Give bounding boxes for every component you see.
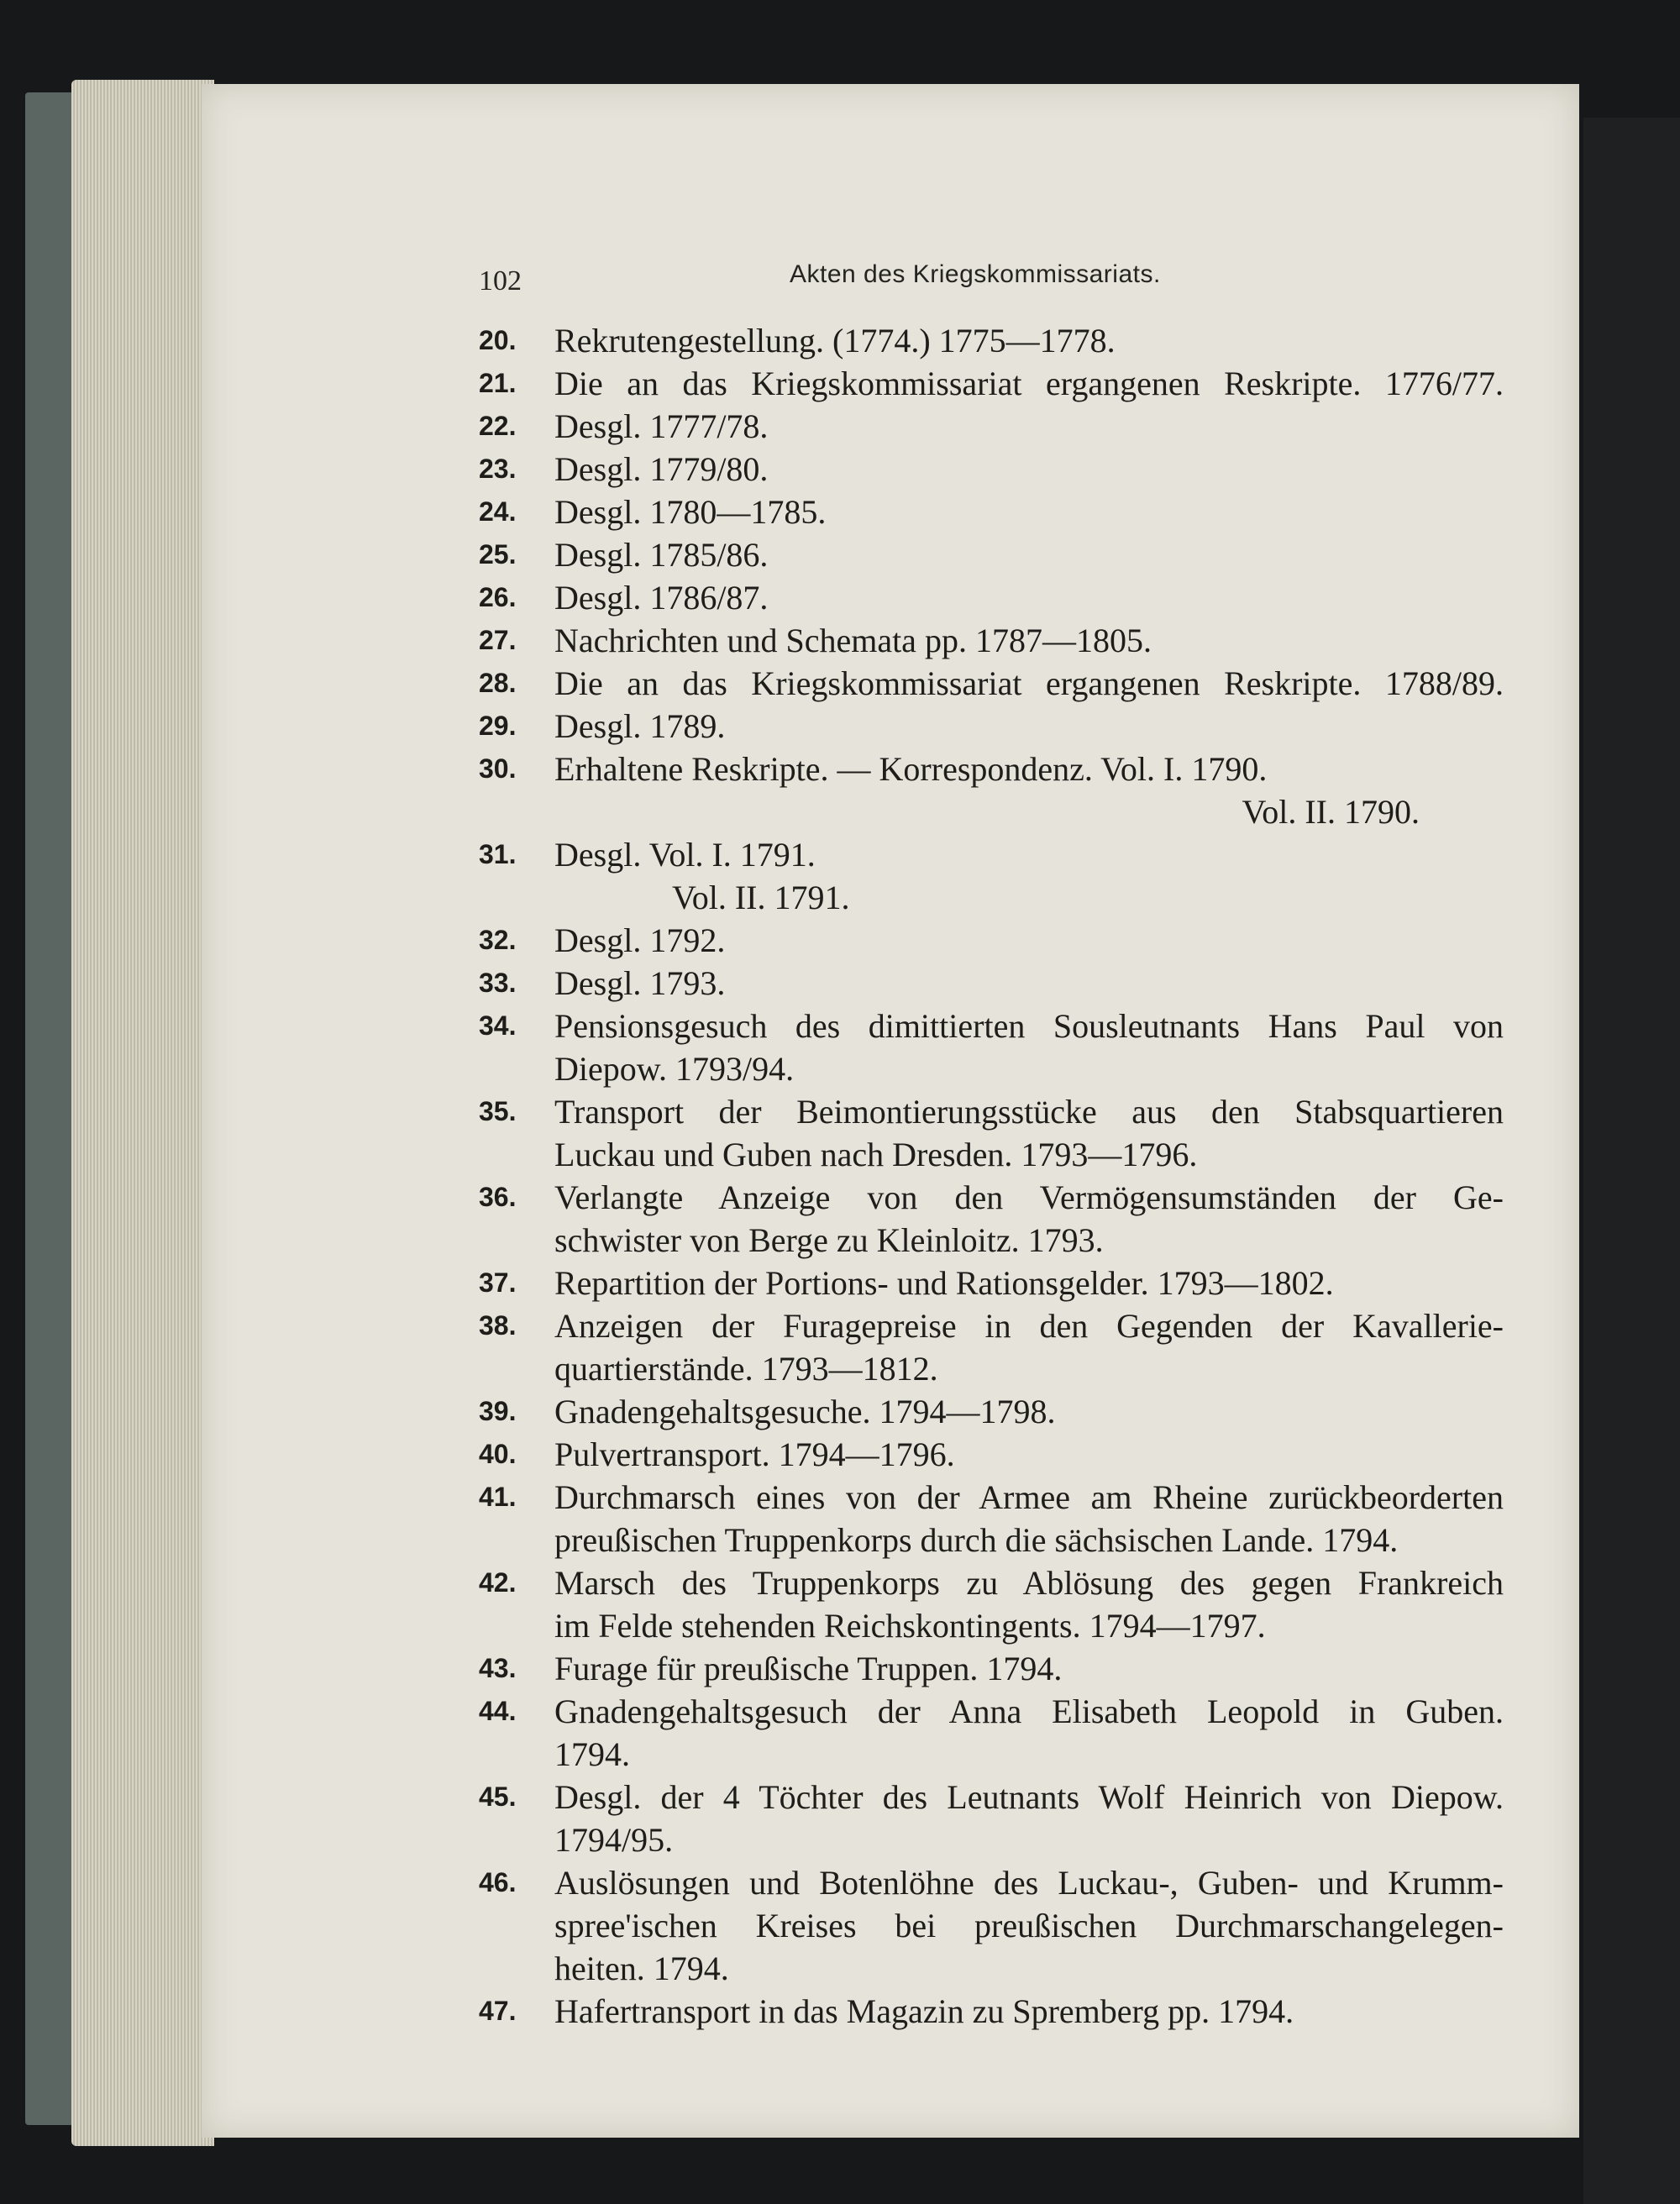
list-item — [479, 705, 1504, 748]
list-item — [479, 833, 1504, 919]
entry-number: 30. — [479, 753, 517, 784]
entry-line: Repartition der Portions- und Rationsgelder. 1793—1802. — [554, 1264, 1334, 1302]
page-header — [479, 260, 1504, 302]
list-item — [479, 1861, 1504, 1990]
list-item — [479, 1304, 1504, 1390]
entry-number: 26. — [479, 582, 517, 612]
entry-line: Desgl. der 4 Töchter des Leutnants Wolf Heinrich von Diepow. — [554, 1778, 1504, 1816]
entry-line: quartierstände. 1793—1812. — [554, 1350, 938, 1388]
list-item — [479, 405, 1504, 448]
entry-number: 43. — [479, 1653, 517, 1683]
entry-line: Vol. II. 1790. — [1242, 793, 1420, 831]
entry-number: 32. — [479, 925, 517, 955]
entry-line: im Felde stehenden Reichskontingents. 1794—1797. — [554, 1607, 1266, 1645]
list-item — [479, 619, 1504, 662]
list-item — [479, 1390, 1504, 1433]
list-item — [479, 1005, 1504, 1090]
entry-number: 25. — [479, 539, 517, 569]
list-item — [479, 662, 1504, 705]
entry-number: 28. — [479, 668, 517, 698]
list-item — [479, 919, 1504, 962]
entry-number: 45. — [479, 1782, 517, 1812]
entry-line: Marsch des Truppenkorps zu Ablösung des gegen Frankreich — [554, 1564, 1504, 1602]
entry-line: Transport der Beimontierungsstücke aus den Stabsquartieren — [554, 1093, 1504, 1131]
list-item — [479, 1433, 1504, 1476]
entry-number: 33. — [479, 968, 517, 998]
entry-line: 1794/95. — [554, 1821, 674, 1859]
entry-line: Gnadengehaltsgesuche. 1794—1798. — [554, 1393, 1056, 1430]
entry-line: Luckau und Guben nach Dresden. 1793—1796. — [554, 1136, 1198, 1173]
list-item — [479, 1090, 1504, 1176]
list-item — [479, 1561, 1504, 1647]
entry-number: 35. — [479, 1096, 517, 1126]
entry-line: heiten. 1794. — [554, 1949, 729, 1987]
entry-number: 39. — [479, 1396, 517, 1426]
running-title: Akten des Kriegskommissariats. — [790, 260, 1161, 288]
entry-line: Die an das Kriegskommissariat ergangenen Reskripte. 1776/77. — [554, 365, 1504, 402]
entry-number: 29. — [479, 711, 517, 741]
entry-number: 24. — [479, 496, 517, 527]
entry-line: 1794. — [554, 1735, 630, 1773]
entry-list — [479, 319, 1504, 2033]
entry-number: 38. — [479, 1310, 517, 1341]
list-item — [479, 1990, 1504, 2033]
entry-line: spree'ischen Kreises bei preußischen Durchmarschangelegen- — [554, 1907, 1504, 1944]
entry-line: schwister von Berge zu Kleinloitz. 1793. — [554, 1221, 1104, 1259]
entry-number: 20. — [479, 325, 517, 355]
entry-number: 37. — [479, 1267, 517, 1298]
entry-number: 44. — [479, 1696, 517, 1726]
entry-line: Erhaltene Reskripte. — Korrespondenz. Vol. I. 1790. — [554, 750, 1268, 788]
entry-line: Desgl. 1780—1785. — [554, 493, 827, 531]
list-item — [479, 962, 1504, 1005]
list-item — [479, 1647, 1504, 1690]
entry-line: Desgl. 1793. — [554, 964, 726, 1002]
list-item — [479, 319, 1504, 362]
entry-line: preußischen Truppenkorps durch die sächsischen Lande. 1794. — [554, 1521, 1399, 1559]
list-item — [479, 748, 1504, 833]
list-item — [479, 533, 1504, 576]
entry-number: 41. — [479, 1482, 517, 1512]
page-number: 102 — [479, 265, 522, 296]
entry-number: 27. — [479, 625, 517, 655]
entry-line: Vol. II. 1791. — [672, 879, 850, 916]
entry-number: 47. — [479, 1996, 517, 2026]
entry-line: Desgl. Vol. I. 1791. — [554, 836, 816, 874]
entry-line: Desgl. 1786/87. — [554, 579, 769, 617]
entry-line: Desgl. 1792. — [554, 921, 726, 959]
entry-line: Gnadengehaltsgesuch der Anna Elisabeth Leopold in Guben. — [554, 1692, 1504, 1730]
entry-line: Desgl. 1777/78. — [554, 407, 769, 445]
entry-line: Nachrichten und Schemata pp. 1787—1805. — [554, 622, 1152, 659]
entry-line: Desgl. 1779/80. — [554, 450, 769, 488]
entry-line: Die an das Kriegskommissariat ergangenen Reskripte. 1788/89. — [554, 664, 1504, 702]
entry-number: 36. — [479, 1182, 517, 1212]
list-item — [479, 576, 1504, 619]
entry-line: Rekrutengestellung. (1774.) 1775—1778. — [554, 322, 1116, 359]
entry-line: Pensionsgesuch des dimittierten Sousleutnants Hans Paul von — [554, 1007, 1504, 1045]
entry-number: 46. — [479, 1867, 517, 1897]
entry-number: 23. — [479, 454, 517, 484]
entry-number: 21. — [479, 368, 517, 398]
entry-line: Durchmarsch eines von der Armee am Rheine zurückbeorderten — [554, 1478, 1504, 1516]
entry-number: 40. — [479, 1439, 517, 1469]
entry-line: Verlangte Anzeige von den Vermögensumständen der Ge- — [554, 1178, 1504, 1216]
list-item — [479, 1690, 1504, 1776]
list-item — [479, 448, 1504, 491]
page-edges — [71, 80, 214, 2146]
list-item — [479, 1476, 1504, 1561]
entry-number: 34. — [479, 1010, 517, 1041]
entry-line: Desgl. 1789. — [554, 707, 726, 745]
book-gutter — [1583, 118, 1680, 2204]
entry-number: 22. — [479, 411, 517, 441]
entry-number: 31. — [479, 839, 517, 869]
list-item — [479, 1776, 1504, 1861]
entry-line: Auslösungen und Botenlöhne des Luckau-, Guben- und Krumm- — [554, 1864, 1504, 1902]
list-item — [479, 362, 1504, 405]
entry-line: Diepow. 1793/94. — [554, 1050, 795, 1088]
entry-number: 42. — [479, 1567, 517, 1598]
list-item — [479, 1262, 1504, 1304]
entry-line: Desgl. 1785/86. — [554, 536, 769, 574]
entry-line: Anzeigen der Furagepreise in den Gegenden der Kavallerie- — [554, 1307, 1504, 1345]
entry-line: Furage für preußische Truppen. 1794. — [554, 1650, 1063, 1687]
list-item — [479, 491, 1504, 533]
entry-line: Pulvertransport. 1794—1796. — [554, 1435, 955, 1473]
entry-line: Hafertransport in das Magazin zu Spremberg pp. 1794. — [554, 1992, 1294, 2030]
list-item — [479, 1176, 1504, 1262]
